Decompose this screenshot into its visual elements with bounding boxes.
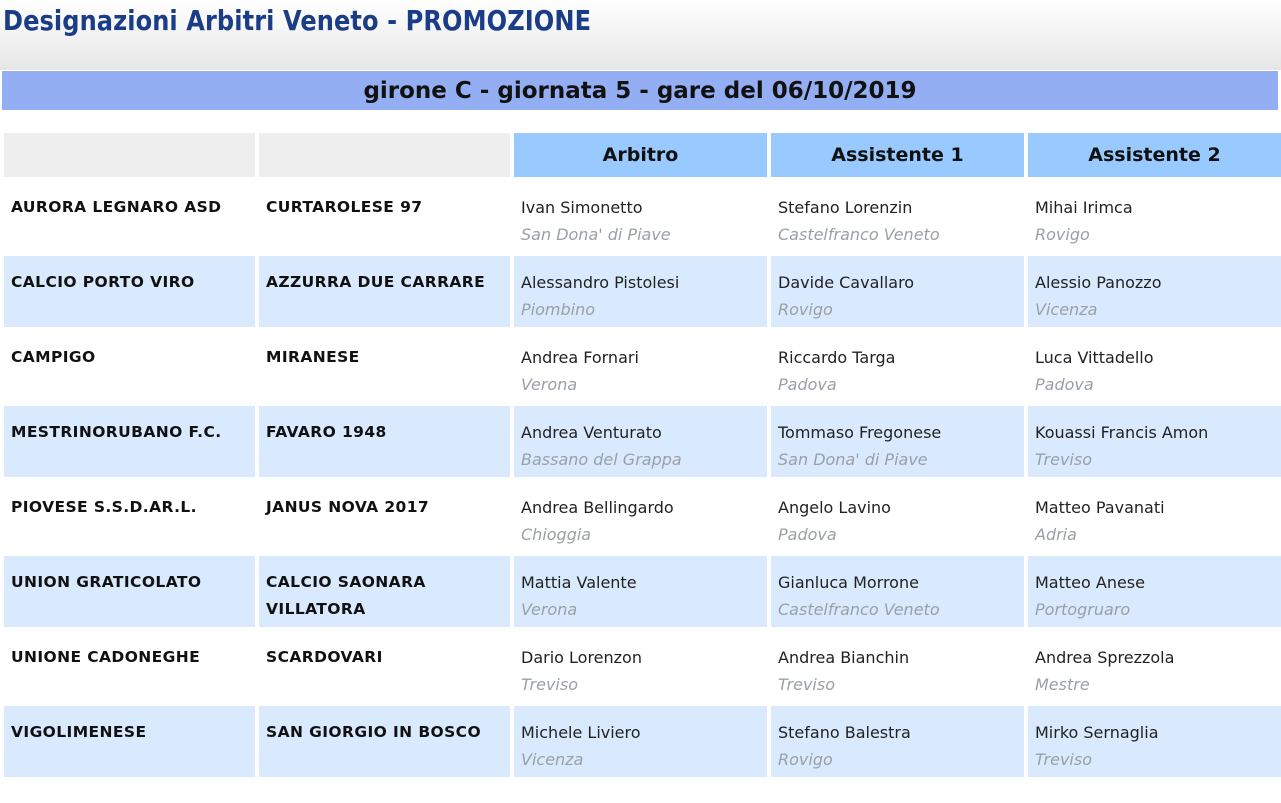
referee-cell	[514, 256, 767, 327]
match-row	[4, 331, 1281, 402]
assistant-2-name: Matteo Anese	[1035, 573, 1145, 592]
assistant-1-cell	[771, 706, 1024, 777]
assistant-1-name: Davide Cavallaro	[778, 273, 915, 292]
assistant-1-cell	[771, 406, 1024, 477]
assistant-1-name: Riccardo Targa	[778, 348, 896, 367]
referee-cell	[514, 631, 767, 702]
away-team: MIRANESE	[259, 331, 510, 402]
assistant-1-name: Stefano Balestra	[778, 723, 911, 742]
assistant-2-name: Kouassi Francis Amon	[1035, 423, 1209, 442]
assistant-1-city: Padova	[778, 375, 837, 394]
assistant-1-name: Stefano Lorenzin	[778, 198, 913, 217]
referee-city: Treviso	[521, 675, 578, 694]
match-row	[4, 631, 1281, 702]
assistant-2-city: Portogruaro	[1035, 600, 1131, 619]
assistant-1-city: Castelfranco Veneto	[778, 600, 940, 619]
assistant-2-cell	[1028, 256, 1281, 327]
page-title: Designazioni Arbitri Veneto - PROMOZIONE	[3, 4, 592, 37]
assistant-2-city: Adria	[1035, 525, 1077, 544]
referee-name: Mattia Valente	[521, 573, 637, 592]
referee-name: Andrea Venturato	[521, 423, 662, 442]
away-team: FAVARO 1948	[259, 406, 510, 477]
assistant-1-cell	[771, 631, 1024, 702]
away-team: CURTAROLESE 97	[259, 181, 510, 252]
away-team: SCARDOVARI	[259, 631, 510, 702]
home-team: UNION GRATICOLATO	[4, 556, 255, 627]
referee-city: Verona	[521, 600, 578, 619]
referee-name: Ivan Simonetto	[521, 198, 643, 217]
assistant-1-cell	[771, 181, 1024, 252]
header-referee: Arbitro	[514, 133, 767, 177]
assistant-2-cell	[1028, 631, 1281, 702]
home-team: AURORA LEGNARO ASD	[4, 181, 255, 252]
assistant-2-name: Luca Vittadello	[1035, 348, 1154, 367]
assistant-1-city: San Dona' di Piave	[778, 450, 928, 469]
round-title: girone C - giornata 5 - gare del 06/10/2019	[363, 77, 917, 104]
referee-cell	[514, 706, 767, 777]
referee-city: San Dona' di Piave	[521, 225, 671, 244]
match-row	[4, 706, 1281, 777]
table-header-row	[4, 133, 1281, 177]
away-team: CALCIO SAONARA VILLATORA	[259, 556, 510, 627]
assistant-2-cell	[1028, 481, 1281, 552]
away-team: AZZURRA DUE CARRARE	[259, 256, 510, 327]
assistant-1-cell	[771, 556, 1024, 627]
assistant-2-name: Mirko Sernaglia	[1035, 723, 1159, 742]
header-assistant-1: Assistente 1	[771, 133, 1024, 177]
referee-name: Alessandro Pistolesi	[521, 273, 680, 292]
match-row	[4, 556, 1281, 627]
referee-city: Chioggia	[521, 525, 592, 544]
assistant-2-name: Andrea Sprezzola	[1035, 648, 1175, 667]
home-team: MESTRINORUBANO F.C.	[4, 406, 255, 477]
assistant-1-name: Andrea Bianchin	[778, 648, 910, 667]
assistant-1-city: Rovigo	[778, 300, 833, 319]
referee-cell	[514, 331, 767, 402]
match-row	[4, 406, 1281, 477]
assistant-2-city: Treviso	[1035, 450, 1092, 469]
referee-city: Verona	[521, 375, 578, 394]
assistant-2-cell	[1028, 331, 1281, 402]
assistant-2-city: Rovigo	[1035, 225, 1090, 244]
assistant-1-name: Angelo Lavino	[778, 498, 891, 517]
referee-city: Piombino	[521, 300, 595, 319]
header-away-blank	[259, 133, 510, 177]
designations-table	[0, 129, 1281, 781]
assistant-2-city: Mestre	[1035, 675, 1090, 694]
header-home-blank	[4, 133, 255, 177]
assistant-2-city: Padova	[1035, 375, 1094, 394]
home-team: PIOVESE S.S.D.AR.L.	[4, 481, 255, 552]
home-team: UNIONE CADONEGHE	[4, 631, 255, 702]
header-assistant-2: Assistente 2	[1028, 133, 1281, 177]
home-team: CAMPIGO	[4, 331, 255, 402]
assistant-2-name: Mihai Irimca	[1035, 198, 1133, 217]
referee-name: Andrea Bellingardo	[521, 498, 674, 517]
assistant-2-name: Alessio Panozzo	[1035, 273, 1162, 292]
match-row	[4, 481, 1281, 552]
away-team: SAN GIORGIO IN BOSCO	[259, 706, 510, 777]
referee-city: Bassano del Grappa	[521, 450, 682, 469]
referee-cell	[514, 406, 767, 477]
match-row	[4, 256, 1281, 327]
assistant-1-cell	[771, 481, 1024, 552]
match-row	[4, 181, 1281, 252]
assistant-2-name: Matteo Pavanati	[1035, 498, 1165, 517]
away-team: JANUS NOVA 2017	[259, 481, 510, 552]
referee-name: Michele Liviero	[521, 723, 641, 742]
referee-cell	[514, 481, 767, 552]
assistant-1-cell	[771, 256, 1024, 327]
home-team: CALCIO PORTO VIRO	[4, 256, 255, 327]
assistant-1-city: Castelfranco Veneto	[778, 225, 940, 244]
home-team: VIGOLIMENESE	[4, 706, 255, 777]
referee-cell	[514, 556, 767, 627]
assistant-2-city: Treviso	[1035, 750, 1092, 769]
assistant-2-cell	[1028, 556, 1281, 627]
assistant-1-cell	[771, 331, 1024, 402]
referee-city: Vicenza	[521, 750, 584, 769]
referee-name: Andrea Fornari	[521, 348, 639, 367]
assistant-1-city: Treviso	[778, 675, 835, 694]
assistant-2-cell	[1028, 706, 1281, 777]
assistant-1-city: Rovigo	[778, 750, 833, 769]
assistant-1-city: Padova	[778, 525, 837, 544]
round-bar	[2, 71, 1278, 110]
assistant-2-cell	[1028, 406, 1281, 477]
assistant-1-name: Gianluca Morrone	[778, 573, 919, 592]
referee-name: Dario Lorenzon	[521, 648, 642, 667]
assistant-2-city: Vicenza	[1035, 300, 1098, 319]
assistant-1-name: Tommaso Fregonese	[778, 423, 942, 442]
assistant-2-cell	[1028, 181, 1281, 252]
referee-cell	[514, 181, 767, 252]
